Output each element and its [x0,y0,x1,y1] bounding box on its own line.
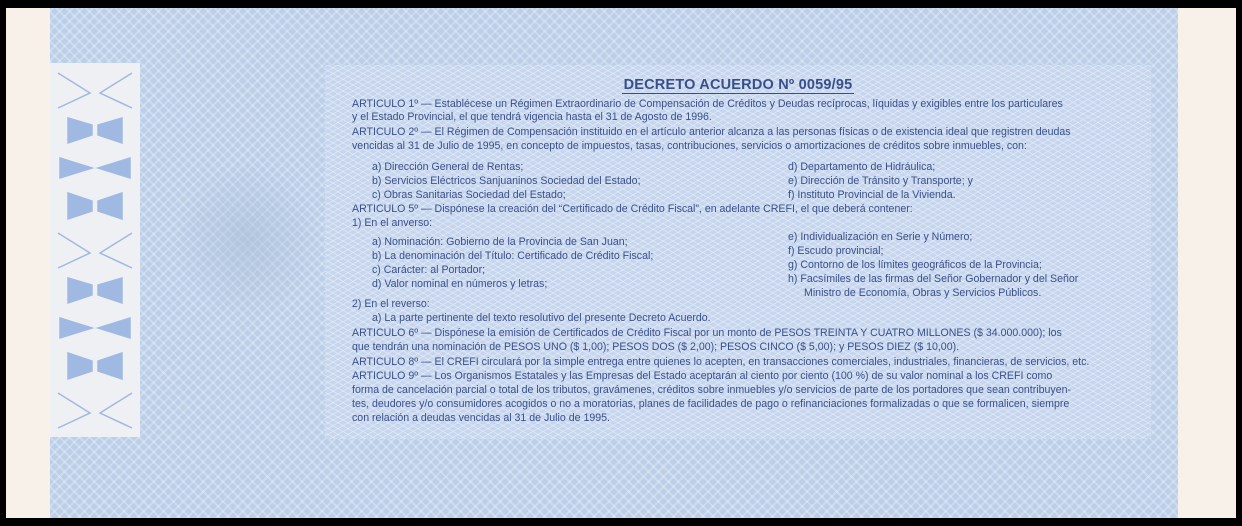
decree-line: que tendrán una nominación de PESOS UNO ($ 1,00); PESOS DOS ($ 2,00); PESOS CINCO ($ 5,00); y PESOS DIEZ ($ 10,00). [352,341,960,353]
decree-line: ARTICULO 5º — Dispónese la creación del “Certificado de Crédito Fiscal”, en adelante CREFI, el que deberá contener: [352,203,913,215]
ornament-pattern [50,63,140,437]
text-panel [325,65,1151,439]
decree-line: b) Servicios Eléctricos Sanjuaninos Sociedad del Estado; [372,175,641,187]
decree-line: e) Individualización en Serie y Número; [788,231,973,243]
decree-line: e) Dirección de Tránsito y Transporte; y [788,175,973,187]
decorative-left-strip [50,63,140,437]
decree-line: a) La parte pertinente del texto resolutivo del presente Decreto Acuerdo. [372,312,711,324]
decree-line: ARTICULO 8º — El CREFI circulará por la simple entrega entre quienes lo acepten, en transacciones comerciales, industriales, financieras, de servicios, etc. [352,356,1090,368]
decree-line: ARTICULO 1º — Establécese un Régimen Extraordinario de Compensación de Créditos y Deudas recíprocas, líquidas y exigibles entre los particulares [352,98,1063,110]
decree-line: con relación a deudas vencidas al 31 de Julio de 1995. [352,412,610,424]
decree-line: 2) En el reverso: [352,298,430,310]
decree-line: b) La denominación del Título: Certificado de Crédito Fiscal; [372,250,654,262]
decree-line: ARTICULO 2º — El Régimen de Compensación instituido en el artículo anterior alcanza a las personas físicas o de existencia ideal que registren deudas [352,126,1071,138]
decree-title: DECRETO ACUERDO Nº 0059/95 [623,77,853,93]
decree-line: 1) En el anverso: [352,217,433,229]
decree-line: c) Obras Sanitarias Sociedad del Estado; [372,189,566,201]
decree-line: ARTICULO 9º — Los Organismos Estatales y las Empresas del Estado aceptarán al ciento por ciento (100 %) de su valor nominal a los CREFI como [352,370,1053,382]
decree-line: f) Escudo provincial; [788,245,884,257]
decree-line: d) Departamento de Hidráulica; [788,161,936,173]
decree-line: y el Estado Provincial, el que tendrá vigencia hasta el 31 de Agosto de 1996. [352,111,712,123]
watermark-area [172,160,322,320]
decree-line: tes, deudores y/o consumidores acogidos o no a moratorias, planes de facilidades de pago o refinanciaciones formalizadas o que se formalicen, siempre [352,398,1070,410]
decree-line: f) Instituto Provincial de la Vivienda. [788,189,956,201]
decree-line: g) Contorno de los límites geográficos de la Provincia; [788,259,1042,271]
decree-line: h) Facsímiles de las firmas del Señor Gobernador y del Señor [788,273,1079,285]
decree-line: c) Carácter: al Portador; [372,264,486,276]
decree-line: forma de cancelación parcial o total de los tributos, gravámenes, créditos sobre inmuebles y/o servicios de parte de los portadores que sean contribuyen- [352,384,1071,396]
decree-line: d) Valor nominal en números y letras; [372,278,548,290]
decree-line: a) Dirección General de Rentas; [372,161,524,173]
decree-line: Ministro de Economía, Obras y Servicios Públicos. [804,287,1042,299]
decree-line: ARTICULO 6º — Dispónese la emisión de Certificados de Crédito Fiscal por un monto de PESOS TREINTA Y CUATRO MILLONES ($ 34.000.000); los [352,327,1062,339]
decree-line: a) Nominación: Gobierno de la Provincia de San Juan; [372,236,628,248]
decree-line: vencidas al 31 de Julio de 1995, en concepto de impuestos, tasas, contribuciones, servicios o amortizaciones de créditos sobre inmuebles, con: [352,140,1027,152]
